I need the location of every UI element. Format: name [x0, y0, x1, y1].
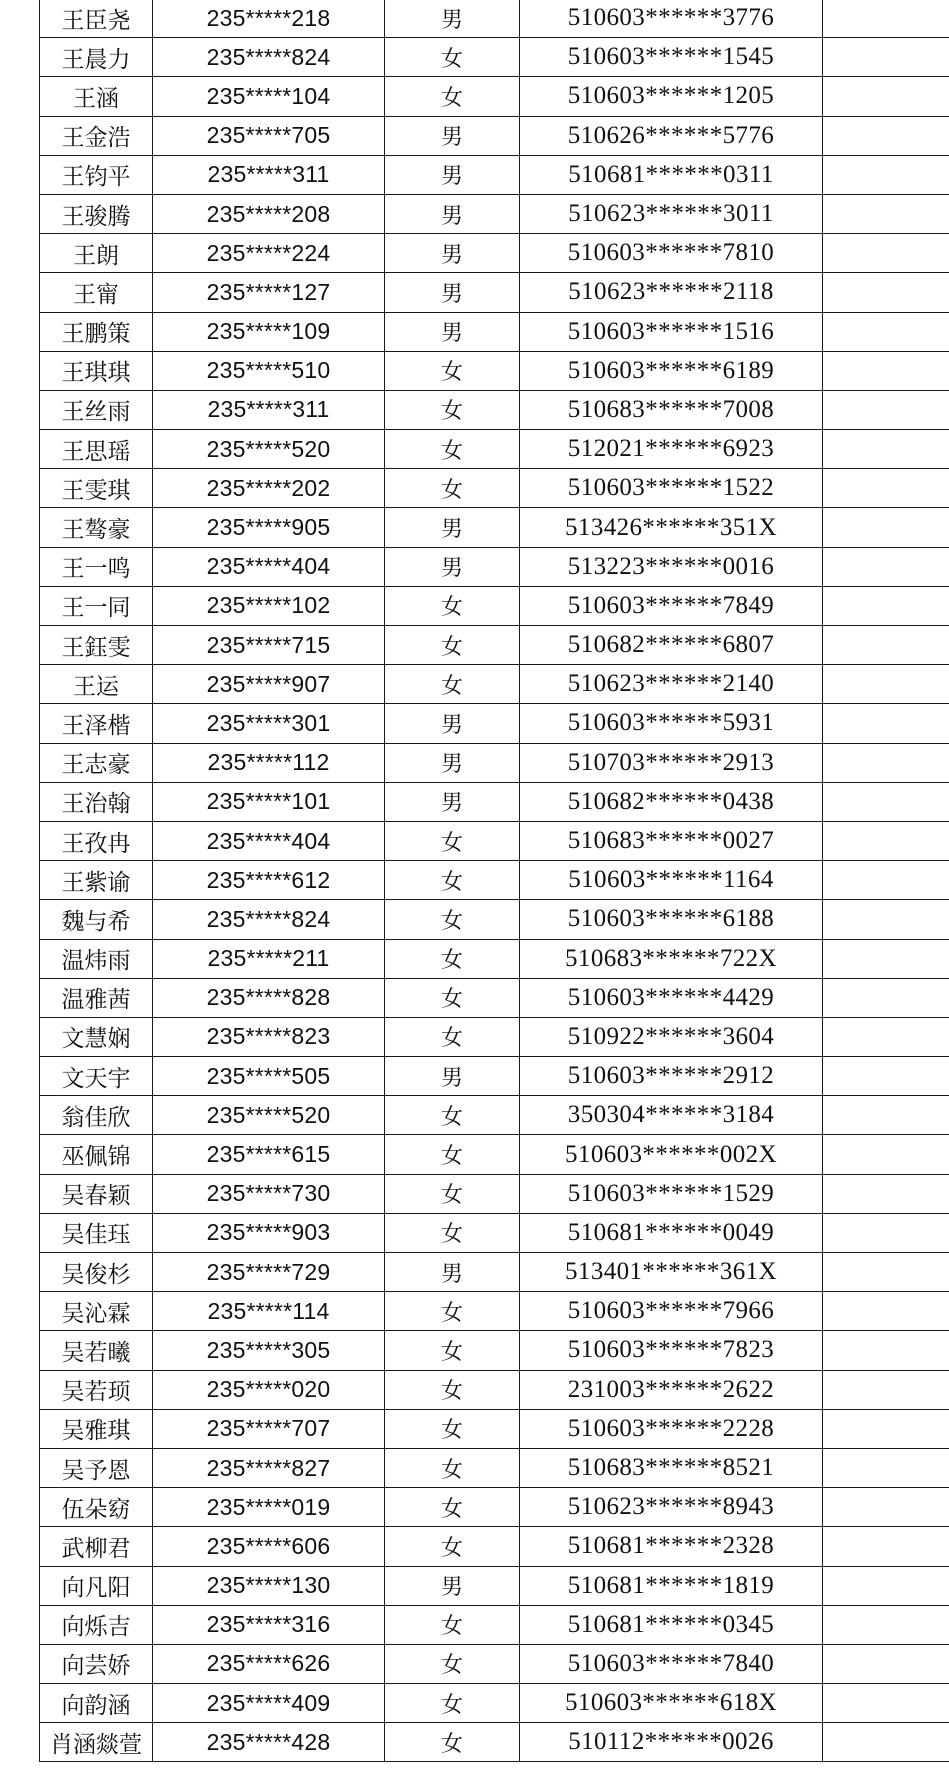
ticket-number-cell: 235*****428	[153, 1723, 385, 1762]
student-name-cell: 吴春颖	[40, 1174, 153, 1213]
gender-cell: 女	[385, 939, 520, 978]
gender-cell: 女	[385, 900, 520, 939]
table-row	[40, 1292, 949, 1331]
empty-cell	[823, 1057, 949, 1096]
empty-cell	[823, 0, 949, 38]
id-number-cell: 513223******0016	[520, 547, 823, 586]
student-name-cell: 王一鸣	[40, 547, 153, 586]
ticket-number-cell: 235*****202	[153, 469, 385, 508]
gender-cell: 男	[385, 155, 520, 194]
ticket-number-cell: 235*****907	[153, 665, 385, 704]
student-name-cell: 吴若曦	[40, 1331, 153, 1370]
ticket-number-cell: 235*****114	[153, 1292, 385, 1331]
empty-cell	[823, 390, 949, 429]
student-name-cell: 王朗	[40, 234, 153, 273]
gender-cell: 女	[385, 1605, 520, 1644]
student-name-cell: 伍朵窈	[40, 1488, 153, 1527]
student-name-cell: 王运	[40, 665, 153, 704]
id-number-cell: 510603******1545	[520, 38, 823, 77]
id-number-cell: 510623******2140	[520, 665, 823, 704]
gender-cell: 女	[385, 821, 520, 860]
roster-table-body	[40, 0, 949, 1762]
gender-cell: 男	[385, 704, 520, 743]
empty-cell	[823, 1292, 949, 1331]
table-row	[40, 390, 949, 429]
gender-cell: 女	[385, 1488, 520, 1527]
gender-cell: 女	[385, 586, 520, 625]
empty-cell	[823, 116, 949, 155]
student-name-cell: 向凡阳	[40, 1566, 153, 1605]
table-row	[40, 469, 949, 508]
ticket-number-cell: 235*****730	[153, 1174, 385, 1213]
id-number-cell: 510623******8943	[520, 1488, 823, 1527]
ticket-number-cell: 235*****824	[153, 900, 385, 939]
id-number-cell: 510603******5931	[520, 704, 823, 743]
gender-cell: 女	[385, 1684, 520, 1723]
table-row	[40, 351, 949, 390]
ticket-number-cell: 235*****729	[153, 1253, 385, 1292]
empty-cell	[823, 861, 949, 900]
table-row	[40, 1135, 949, 1174]
id-number-cell: 510683******722X	[520, 939, 823, 978]
gender-cell: 男	[385, 782, 520, 821]
table-row	[40, 1527, 949, 1566]
ticket-number-cell: 235*****715	[153, 626, 385, 665]
ticket-number-cell: 235*****104	[153, 77, 385, 116]
id-number-cell: 510682******6807	[520, 626, 823, 665]
empty-cell	[823, 234, 949, 273]
id-number-cell: 510683******7008	[520, 390, 823, 429]
gender-cell: 女	[385, 1292, 520, 1331]
id-number-cell: 231003******2622	[520, 1370, 823, 1409]
student-name-cell: 王孜冉	[40, 821, 153, 860]
id-number-cell: 510681******0311	[520, 155, 823, 194]
student-name-cell: 王钧平	[40, 155, 153, 194]
student-name-cell: 王甯	[40, 273, 153, 312]
student-name-cell: 王一同	[40, 586, 153, 625]
student-name-cell: 王晨力	[40, 38, 153, 77]
table-row	[40, 38, 949, 77]
ticket-number-cell: 235*****404	[153, 547, 385, 586]
gender-cell: 女	[385, 1644, 520, 1683]
empty-cell	[823, 1605, 949, 1644]
ticket-number-cell: 235*****301	[153, 704, 385, 743]
table-row	[40, 1370, 949, 1409]
empty-cell	[823, 704, 949, 743]
empty-cell	[823, 1488, 949, 1527]
empty-cell	[823, 586, 949, 625]
ticket-number-cell: 235*****130	[153, 1566, 385, 1605]
empty-cell	[823, 508, 949, 547]
student-name-cell: 王治翰	[40, 782, 153, 821]
student-name-cell: 王志豪	[40, 743, 153, 782]
gender-cell: 女	[385, 1017, 520, 1056]
student-name-cell: 王鈺雯	[40, 626, 153, 665]
table-row	[40, 900, 949, 939]
gender-cell: 男	[385, 0, 520, 38]
empty-cell	[823, 1566, 949, 1605]
table-row	[40, 1644, 949, 1683]
empty-cell	[823, 978, 949, 1017]
ticket-number-cell: 235*****626	[153, 1644, 385, 1683]
id-number-cell: 510603******4429	[520, 978, 823, 1017]
empty-cell	[823, 1253, 949, 1292]
ticket-number-cell: 235*****127	[153, 273, 385, 312]
table-row	[40, 508, 949, 547]
ticket-number-cell: 235*****311	[153, 390, 385, 429]
ticket-number-cell: 235*****615	[153, 1135, 385, 1174]
empty-cell	[823, 155, 949, 194]
student-name-cell: 向韵涵	[40, 1684, 153, 1723]
gender-cell: 女	[385, 469, 520, 508]
table-row	[40, 430, 949, 469]
student-name-cell: 温炜雨	[40, 939, 153, 978]
student-name-cell: 吴佳珏	[40, 1213, 153, 1252]
student-name-cell: 王涵	[40, 77, 153, 116]
ticket-number-cell: 235*****102	[153, 586, 385, 625]
id-number-cell: 510603******7966	[520, 1292, 823, 1331]
gender-cell: 女	[385, 1409, 520, 1448]
gender-cell: 男	[385, 1566, 520, 1605]
id-number-cell: 512021******6923	[520, 430, 823, 469]
ticket-number-cell: 235*****409	[153, 1684, 385, 1723]
student-name-cell: 温雅茜	[40, 978, 153, 1017]
ticket-number-cell: 235*****823	[153, 1017, 385, 1056]
gender-cell: 女	[385, 665, 520, 704]
table-row	[40, 978, 949, 1017]
student-name-cell: 文天宇	[40, 1057, 153, 1096]
id-number-cell: 510603******7823	[520, 1331, 823, 1370]
student-name-cell: 吴若顼	[40, 1370, 153, 1409]
ticket-number-cell: 235*****112	[153, 743, 385, 782]
ticket-number-cell: 235*****824	[153, 38, 385, 77]
ticket-number-cell: 235*****218	[153, 0, 385, 38]
empty-cell	[823, 1527, 949, 1566]
student-name-cell: 王泽楷	[40, 704, 153, 743]
table-row	[40, 939, 949, 978]
gender-cell: 男	[385, 234, 520, 273]
gender-cell: 女	[385, 351, 520, 390]
gender-cell: 男	[385, 116, 520, 155]
empty-cell	[823, 1448, 949, 1487]
student-name-cell: 王骏腾	[40, 194, 153, 233]
gender-cell: 女	[385, 1370, 520, 1409]
empty-cell	[823, 1370, 949, 1409]
id-number-cell: 510603******618X	[520, 1684, 823, 1723]
empty-cell	[823, 939, 949, 978]
ticket-number-cell: 235*****311	[153, 155, 385, 194]
empty-cell	[823, 1096, 949, 1135]
id-number-cell: 510603******3776	[520, 0, 823, 38]
id-number-cell: 510922******3604	[520, 1017, 823, 1056]
student-name-cell: 王丝雨	[40, 390, 153, 429]
ticket-number-cell: 235*****827	[153, 1448, 385, 1487]
table-row	[40, 1566, 949, 1605]
table-row	[40, 1213, 949, 1252]
table-row	[40, 1174, 949, 1213]
student-name-cell: 魏与希	[40, 900, 153, 939]
table-row	[40, 1409, 949, 1448]
empty-cell	[823, 351, 949, 390]
id-number-cell: 510603******1522	[520, 469, 823, 508]
id-number-cell: 510603******2912	[520, 1057, 823, 1096]
id-number-cell: 510681******0049	[520, 1213, 823, 1252]
table-row	[40, 704, 949, 743]
roster-table	[39, 0, 949, 1762]
id-number-cell: 510603******1205	[520, 77, 823, 116]
table-row	[40, 1448, 949, 1487]
id-number-cell: 510603******1164	[520, 861, 823, 900]
table-row	[40, 0, 949, 38]
ticket-number-cell: 235*****520	[153, 430, 385, 469]
id-number-cell: 510603******6188	[520, 900, 823, 939]
ticket-number-cell: 235*****606	[153, 1527, 385, 1566]
student-name-cell: 王骜豪	[40, 508, 153, 547]
table-row	[40, 821, 949, 860]
id-number-cell: 510112******0026	[520, 1723, 823, 1762]
ticket-number-cell: 235*****520	[153, 1096, 385, 1135]
ticket-number-cell: 235*****316	[153, 1605, 385, 1644]
table-row	[40, 77, 949, 116]
table-row	[40, 234, 949, 273]
id-number-cell: 510603******2228	[520, 1409, 823, 1448]
id-number-cell: 510603******6189	[520, 351, 823, 390]
student-name-cell: 翁佳欣	[40, 1096, 153, 1135]
empty-cell	[823, 782, 949, 821]
table-row	[40, 665, 949, 704]
id-number-cell: 510703******2913	[520, 743, 823, 782]
table-row	[40, 861, 949, 900]
id-number-cell: 510603******7840	[520, 1644, 823, 1683]
gender-cell: 女	[385, 1213, 520, 1252]
gender-cell: 女	[385, 978, 520, 1017]
gender-cell: 女	[385, 1135, 520, 1174]
gender-cell: 女	[385, 1331, 520, 1370]
ticket-number-cell: 235*****101	[153, 782, 385, 821]
ticket-number-cell: 235*****705	[153, 116, 385, 155]
gender-cell: 女	[385, 626, 520, 665]
gender-cell: 男	[385, 547, 520, 586]
id-number-cell: 510603******7810	[520, 234, 823, 273]
empty-cell	[823, 77, 949, 116]
gender-cell: 女	[385, 861, 520, 900]
empty-cell	[823, 1684, 949, 1723]
student-name-cell: 王臣尧	[40, 0, 153, 38]
id-number-cell: 510681******1819	[520, 1566, 823, 1605]
ticket-number-cell: 235*****404	[153, 821, 385, 860]
table-row	[40, 586, 949, 625]
empty-cell	[823, 821, 949, 860]
table-row	[40, 626, 949, 665]
ticket-number-cell: 235*****905	[153, 508, 385, 547]
empty-cell	[823, 1017, 949, 1056]
gender-cell: 女	[385, 38, 520, 77]
table-row	[40, 1096, 949, 1135]
empty-cell	[823, 1135, 949, 1174]
empty-cell	[823, 194, 949, 233]
id-number-cell: 510683******8521	[520, 1448, 823, 1487]
student-name-cell: 吴俊杉	[40, 1253, 153, 1292]
table-row	[40, 194, 949, 233]
student-name-cell: 王雯琪	[40, 469, 153, 508]
id-number-cell: 510603******1516	[520, 312, 823, 351]
empty-cell	[823, 1644, 949, 1683]
id-number-cell: 510682******0438	[520, 782, 823, 821]
ticket-number-cell: 235*****903	[153, 1213, 385, 1252]
id-number-cell: 510681******2328	[520, 1527, 823, 1566]
id-number-cell: 350304******3184	[520, 1096, 823, 1135]
ticket-number-cell: 235*****019	[153, 1488, 385, 1527]
student-name-cell: 吴雅琪	[40, 1409, 153, 1448]
id-number-cell: 513401******361X	[520, 1253, 823, 1292]
gender-cell: 女	[385, 1096, 520, 1135]
student-name-cell: 向芸娇	[40, 1644, 153, 1683]
empty-cell	[823, 430, 949, 469]
id-number-cell: 510681******0345	[520, 1605, 823, 1644]
student-name-cell: 王金浩	[40, 116, 153, 155]
ticket-number-cell: 235*****109	[153, 312, 385, 351]
table-row	[40, 743, 949, 782]
table-row	[40, 1605, 949, 1644]
student-name-cell: 文慧娴	[40, 1017, 153, 1056]
empty-cell	[823, 312, 949, 351]
table-row	[40, 1331, 949, 1370]
table-row	[40, 1017, 949, 1056]
id-number-cell: 510603******002X	[520, 1135, 823, 1174]
student-name-cell: 王琪琪	[40, 351, 153, 390]
gender-cell: 男	[385, 1057, 520, 1096]
gender-cell: 男	[385, 1253, 520, 1292]
id-number-cell: 510603******1529	[520, 1174, 823, 1213]
table-row	[40, 1057, 949, 1096]
empty-cell	[823, 1723, 949, 1762]
ticket-number-cell: 235*****707	[153, 1409, 385, 1448]
table-row	[40, 1684, 949, 1723]
student-name-cell: 王思瑶	[40, 430, 153, 469]
table-row	[40, 273, 949, 312]
empty-cell	[823, 273, 949, 312]
empty-cell	[823, 1174, 949, 1213]
gender-cell: 男	[385, 508, 520, 547]
empty-cell	[823, 469, 949, 508]
empty-cell	[823, 1331, 949, 1370]
empty-cell	[823, 665, 949, 704]
ticket-number-cell: 235*****208	[153, 194, 385, 233]
gender-cell: 女	[385, 430, 520, 469]
gender-cell: 女	[385, 1448, 520, 1487]
table-row	[40, 155, 949, 194]
id-number-cell: 510683******0027	[520, 821, 823, 860]
student-name-cell: 吴予恩	[40, 1448, 153, 1487]
empty-cell	[823, 626, 949, 665]
table-row	[40, 547, 949, 586]
empty-cell	[823, 1409, 949, 1448]
gender-cell: 女	[385, 1174, 520, 1213]
id-number-cell: 510623******2118	[520, 273, 823, 312]
id-number-cell: 510623******3011	[520, 194, 823, 233]
id-number-cell: 510603******7849	[520, 586, 823, 625]
ticket-number-cell: 235*****510	[153, 351, 385, 390]
student-name-cell: 吴沁霖	[40, 1292, 153, 1331]
gender-cell: 男	[385, 273, 520, 312]
ticket-number-cell: 235*****211	[153, 939, 385, 978]
table-row	[40, 1723, 949, 1762]
ticket-number-cell: 235*****020	[153, 1370, 385, 1409]
gender-cell: 男	[385, 194, 520, 233]
table-row	[40, 1488, 949, 1527]
gender-cell: 男	[385, 312, 520, 351]
gender-cell: 男	[385, 743, 520, 782]
table-row	[40, 116, 949, 155]
id-number-cell: 513426******351X	[520, 508, 823, 547]
gender-cell: 女	[385, 390, 520, 429]
student-name-cell: 王紫谕	[40, 861, 153, 900]
gender-cell: 女	[385, 1723, 520, 1762]
empty-cell	[823, 743, 949, 782]
table-row	[40, 312, 949, 351]
gender-cell: 女	[385, 77, 520, 116]
gender-cell: 女	[385, 1527, 520, 1566]
ticket-number-cell: 235*****828	[153, 978, 385, 1017]
table-row	[40, 1253, 949, 1292]
empty-cell	[823, 38, 949, 77]
student-name-cell: 王鹏策	[40, 312, 153, 351]
ticket-number-cell: 235*****224	[153, 234, 385, 273]
student-name-cell: 武柳君	[40, 1527, 153, 1566]
empty-cell	[823, 900, 949, 939]
id-number-cell: 510626******5776	[520, 116, 823, 155]
ticket-number-cell: 235*****305	[153, 1331, 385, 1370]
student-name-cell: 向烁吉	[40, 1605, 153, 1644]
table-row	[40, 782, 949, 821]
student-name-cell: 肖涵燚萱	[40, 1723, 153, 1762]
ticket-number-cell: 235*****505	[153, 1057, 385, 1096]
empty-cell	[823, 547, 949, 586]
ticket-number-cell: 235*****612	[153, 861, 385, 900]
student-name-cell: 巫佩锦	[40, 1135, 153, 1174]
empty-cell	[823, 1213, 949, 1252]
